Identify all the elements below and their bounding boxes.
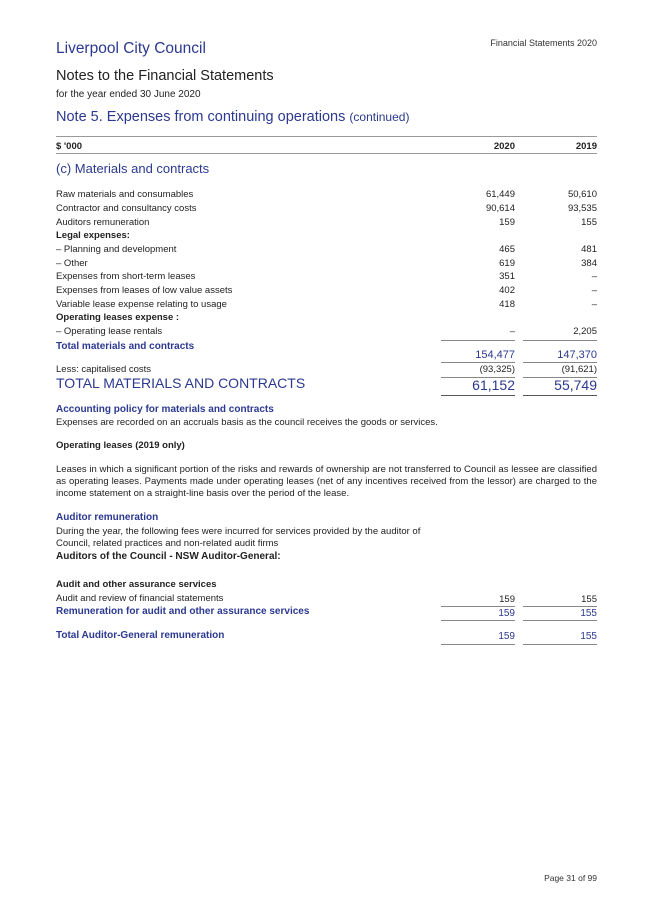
table-row: [56, 285, 597, 299]
notes-title: Notes to the Financial Statements: [56, 68, 274, 84]
row-value-2020: 351: [499, 271, 515, 282]
grand-total-2020: 61,152: [472, 377, 515, 393]
table-row: [56, 244, 597, 258]
row-label: – Planning and development: [56, 244, 177, 255]
operating-leases-heading: Operating leases (2019 only): [56, 440, 185, 451]
capitalised-label: Less: capitalised costs: [56, 364, 152, 375]
audit-review-2019: 155: [581, 594, 597, 605]
row-label: Expenses from short-term leases: [56, 271, 196, 282]
row-value-2019: 50,610: [567, 189, 597, 200]
row-label: Operating leases expense :: [56, 312, 180, 323]
row-value-2019: –: [591, 271, 597, 282]
row-value-2019: 93,535: [567, 203, 597, 214]
operating-leases-text: Leases in which a significant portion of the risks and rewards of ownership are not transferred to Council as lessee are classified as operating leases. Payments made under operating leases (net of any incentives received from the lessor) are charged to the income statement on a straight-line basis over the period of the lease.: [56, 464, 597, 500]
row-label: Expenses from leases of low value assets: [56, 285, 233, 296]
total-rule-2020: [441, 362, 515, 363]
audit-review-2020: 159: [499, 594, 515, 605]
grand-total-rule-2019: [523, 395, 597, 396]
table-row: [56, 258, 597, 272]
auditor-total-rule-2020: [441, 644, 515, 645]
auditor-total-2019: 155: [580, 631, 597, 642]
total-materials-values: [56, 349, 597, 363]
note-continued: (continued): [349, 110, 410, 124]
row-label: Contractor and consultancy costs: [56, 203, 197, 214]
row-label: – Other: [56, 258, 88, 269]
statements-label: Financial Statements 2020: [490, 38, 597, 48]
remuneration-rule-2019: [523, 620, 597, 621]
note-title-text: Note 5. Expenses from continuing operations: [56, 109, 346, 125]
unit-label: $ '000: [56, 141, 83, 152]
row-label: – Operating lease rentals: [56, 326, 163, 337]
table-row: [56, 203, 597, 217]
row-value-2020: 159: [499, 217, 515, 228]
table-row: [56, 230, 597, 244]
table-row: [56, 271, 597, 285]
header-rule-top: [56, 136, 597, 137]
grand-total-label: TOTAL MATERIALS AND CONTRACTS: [56, 375, 306, 391]
row-value-2019: 481: [581, 244, 597, 255]
remuneration-label: Remuneration for audit and other assurance services: [56, 606, 310, 617]
remuneration-2020: 159: [498, 608, 515, 619]
auditor-text: During the year, the following fees were incurred for services provided by the auditor of Council, related practices and non-related audit firms: [56, 526, 421, 550]
policy-heading: Accounting policy for materials and contracts: [56, 404, 274, 415]
period-label: for the year ended 30 June 2020: [56, 89, 201, 100]
row-value-2020: –: [509, 326, 515, 337]
row-value-2020: 90,614: [485, 203, 515, 214]
remuneration-row: [56, 606, 597, 620]
auditor-heading: Auditor remuneration: [56, 512, 159, 523]
row-value-2019: –: [591, 285, 597, 296]
capitalised-2020: (93,325): [479, 364, 515, 375]
row-label: Variable lease expense relating to usage: [56, 299, 227, 310]
grand-total-rule-2020: [441, 395, 515, 396]
total-materials-2020: 154,477: [475, 349, 515, 361]
grand-total-2019: 55,749: [554, 377, 597, 393]
table-row: [56, 217, 597, 231]
table-row: [56, 189, 597, 203]
note-title: [56, 109, 409, 125]
row-label: Raw materials and consumables: [56, 189, 194, 200]
audit-services-heading: Audit and other assurance services: [56, 579, 217, 590]
table-row: [56, 326, 597, 340]
row-value-2020: 465: [499, 244, 515, 255]
audit-review-label: Audit and review of financial statements: [56, 593, 224, 604]
auditor-total-row: [56, 630, 597, 644]
capitalised-2019: (91,621): [561, 364, 597, 375]
table-row: [56, 299, 597, 313]
header-rule-bottom: [56, 153, 597, 154]
row-value-2020: 402: [499, 285, 515, 296]
year-2020-header: 2020: [493, 141, 515, 152]
row-value-2019: 155: [581, 217, 597, 228]
policy-text: Expenses are recorded on an accruals basis as the council receives the goods or services.: [56, 417, 438, 428]
remuneration-rule-2020: [441, 620, 515, 621]
row-label: Legal expenses:: [56, 230, 130, 241]
auditor-subheading: Auditors of the Council - NSW Auditor-General:: [56, 551, 281, 562]
row-value-2019: 2,205: [573, 326, 597, 337]
page-number: Page 31 of 99: [544, 873, 597, 883]
row-value-2019: –: [591, 299, 597, 310]
row-value-2020: 619: [499, 258, 515, 269]
table-row: [56, 312, 597, 326]
row-value-2020: 418: [499, 299, 515, 310]
row-value-2019: 384: [581, 258, 597, 269]
row-label: Auditors remuneration: [56, 217, 150, 228]
year-2019-header: 2019: [575, 141, 597, 152]
total-materials-label: Total materials and contracts: [56, 341, 195, 352]
section-title: (c) Materials and contracts: [56, 161, 210, 176]
auditor-total-label: Total Auditor-General remuneration: [56, 630, 225, 641]
council-name: Liverpool City Council: [56, 40, 206, 57]
auditor-total-2020: 159: [498, 631, 515, 642]
auditor-total-rule-2019: [523, 644, 597, 645]
row-value-2020: 61,449: [485, 189, 515, 200]
total-materials-2019: 147,370: [557, 349, 597, 361]
total-rule-2019: [523, 362, 597, 363]
audit-review-row: [56, 593, 597, 607]
remuneration-2019: 155: [580, 608, 597, 619]
